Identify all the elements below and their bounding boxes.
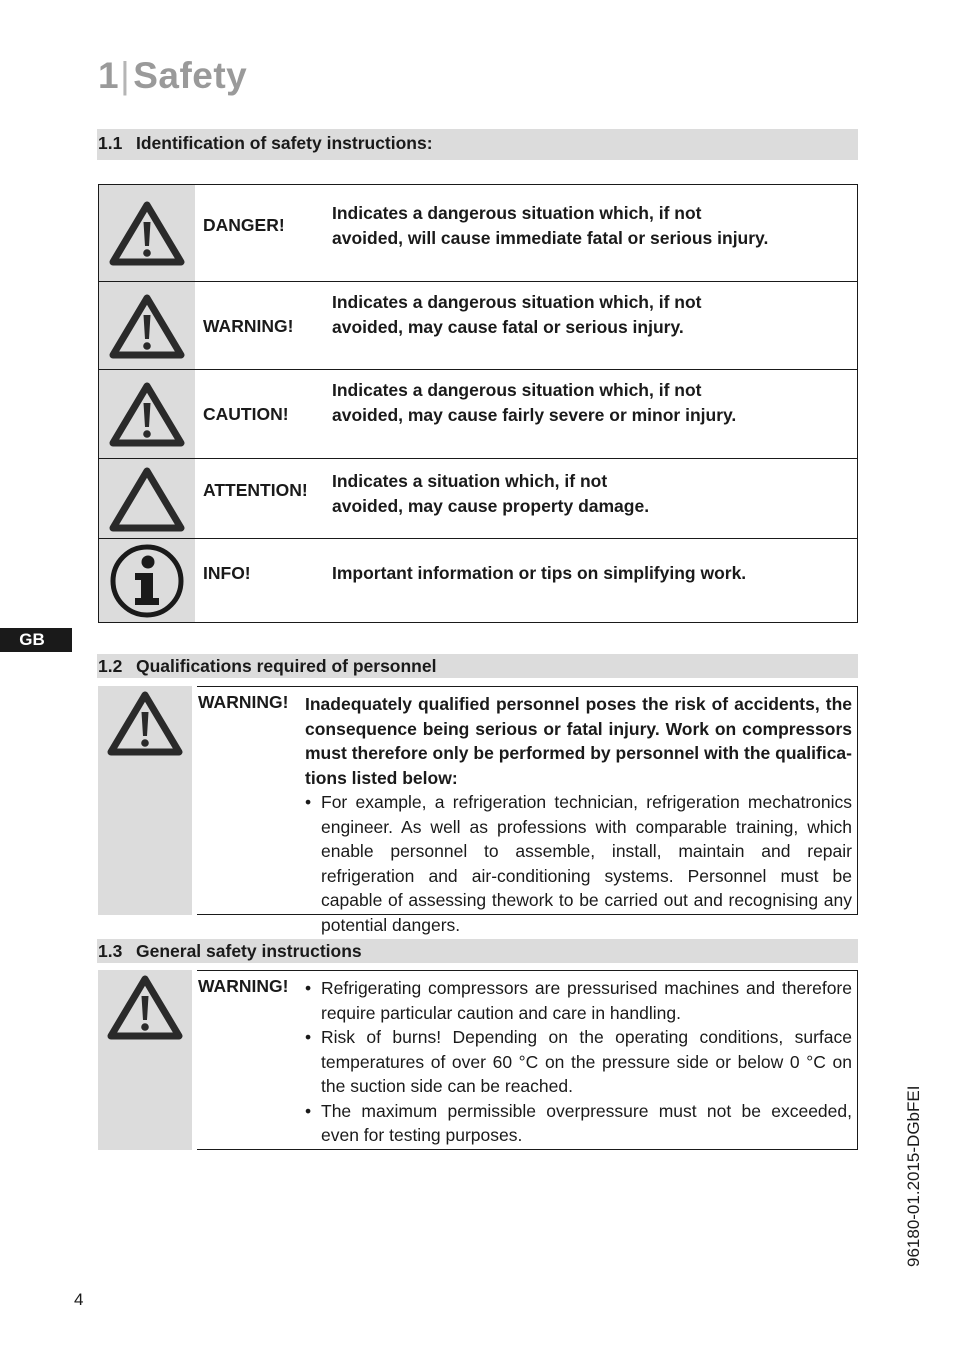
warning-icon-cell: [98, 970, 192, 1150]
section-number: 1.3: [98, 941, 123, 961]
row-description: Indicates a dangerous situation which, if not avoided, may cause fatal or serious injury.: [332, 292, 702, 337]
qualification-warning-box: [98, 686, 858, 935]
row-description: Important information or tips on simplifying work.: [332, 563, 747, 583]
row-description: Indicates a dangerous situation which, if not avoided, will cause immediate fatal or serious injury.: [332, 203, 769, 248]
warning-triangle-icon: [99, 370, 195, 458]
list-item: • Refrigerating compressors are pressurised machines and therefore require particular caution and care in handling.: [305, 978, 852, 1023]
list-item: • Risk of burns! Depending on the operating conditions, surface temperatures of over 60 °C on the pressure side or below 0 °C on the suction side can be reached.: [305, 1027, 852, 1096]
section-title: General safety instructions: [136, 941, 362, 961]
list-item: • For example, a refrigeration technician, refrigeration mechatronics engineer. As well as professions with comparable training, which enable personnel to assemble, install, maintain and repair refrigeration and air-conditioning systems. Personnel must be capable of assessing thework to be carried out and recognising any potential dangers.: [305, 792, 852, 935]
language-tab: GB: [0, 628, 72, 652]
section-number: 1.1: [98, 133, 123, 153]
warning-triangle-icon: [107, 974, 183, 1040]
page-number: 4: [74, 1290, 84, 1309]
row-label: ATTENTION!: [203, 480, 308, 500]
warning-text: [305, 692, 852, 937]
row-label: CAUTION!: [203, 404, 289, 424]
table-row-caution: [99, 369, 857, 458]
warning-body: [197, 970, 858, 1150]
warning-triangle-icon: [99, 185, 195, 281]
table-row-attention: [99, 458, 857, 538]
info-icon: [99, 539, 195, 622]
section-heading-1-3: [97, 939, 858, 963]
general-warning-box: [98, 970, 858, 1150]
section-heading-1-1: [97, 129, 858, 160]
chapter-number: 1: [98, 55, 120, 96]
page-title: 1|Safety: [98, 55, 248, 96]
chapter-title: Safety: [133, 55, 248, 96]
row-description: Indicates a situation which, if not avoided, may cause property damage.: [332, 471, 650, 516]
document-id: 96180-01.2015-DGbFEI: [904, 1085, 923, 1267]
table-row-danger: [99, 185, 857, 281]
warning-text: [305, 976, 852, 1148]
list-item: • The maximum permissible overpressure must not be exceeded, even for testing purposes.: [305, 1100, 852, 1145]
section-title: Identification of safety instructions:: [136, 133, 433, 153]
warning-triangle-icon: [99, 282, 195, 369]
row-label: WARNING!: [203, 316, 294, 336]
safety-identification-table: [98, 184, 858, 623]
table-row-info: [99, 538, 857, 622]
warning-label: WARNING!: [198, 976, 289, 996]
warning-intro: Inadequately qualified personnel poses the risk of accidents, the consequence being serious or fatal injury. Work on compressors must therefore only be performed by personnel with the qualifications listed below:: [305, 694, 852, 788]
table-row-warning: [99, 281, 857, 369]
warning-icon-cell: [98, 686, 192, 915]
section-title: Qualifications required of personnel: [136, 656, 437, 676]
section-heading-1-2: [97, 654, 858, 678]
warning-body: [197, 686, 858, 935]
empty-triangle-icon: [99, 459, 195, 538]
row-label: DANGER!: [203, 215, 285, 235]
row-description: Indicates a dangerous situation which, if not avoided, may cause fairly severe or minor injury.: [332, 380, 737, 425]
warning-triangle-icon: [107, 690, 183, 756]
row-label: INFO!: [203, 563, 251, 583]
warning-label: WARNING!: [198, 692, 289, 712]
section-number: 1.2: [98, 656, 123, 676]
